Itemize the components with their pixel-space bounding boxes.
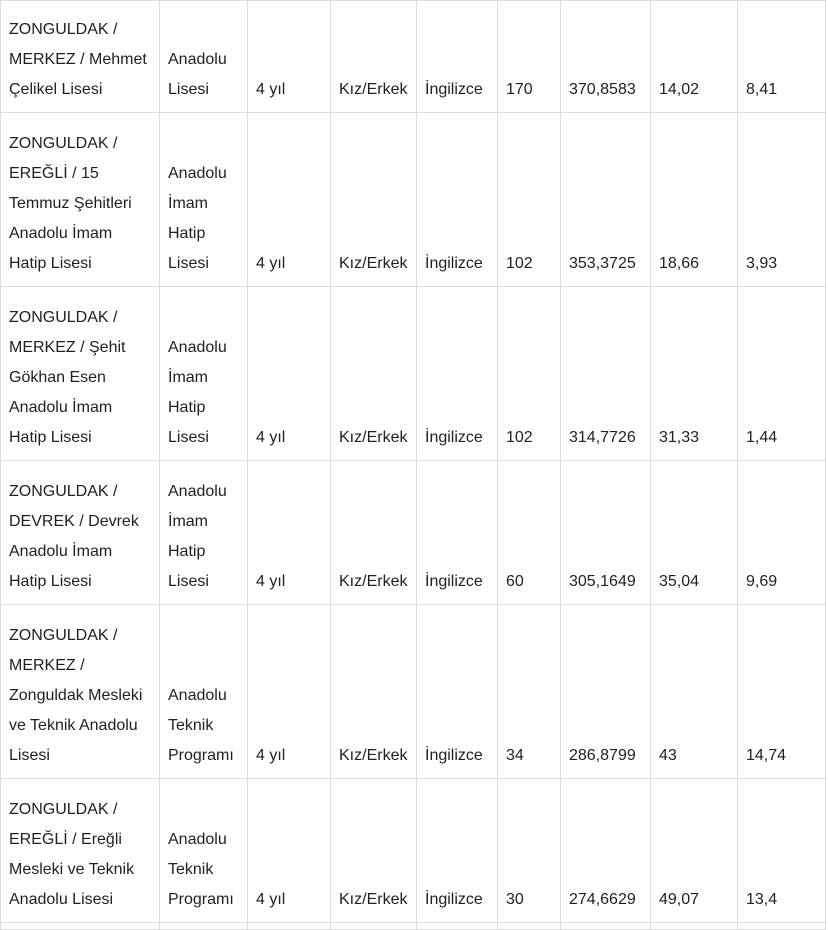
score-cell: 286,8799 <box>561 605 651 779</box>
percentile-cell: 14,02 <box>651 1 738 113</box>
score-cell: 305,1649 <box>561 461 651 605</box>
type-cell: Anadolu İmam Hatip Lisesi <box>160 113 248 287</box>
table-row <box>1 779 826 923</box>
score-cell: 370,8583 <box>561 1 651 113</box>
school-cell: ZONGULDAK / DEVREK / Devrek Anadolu İmam Hatip Lisesi <box>1 461 160 605</box>
type-cell: Anadolu Lisesi <box>160 1 248 113</box>
rate-cell: 3,93 <box>738 113 826 287</box>
duration-cell: 4 yıl <box>248 287 331 461</box>
language-cell: İngilizce <box>417 779 498 923</box>
rate-cell: 13,4 <box>738 779 826 923</box>
percentile-cell: 35,04 <box>651 461 738 605</box>
table-row <box>1 113 826 287</box>
table-row <box>1 1 826 113</box>
table-row <box>1 461 826 605</box>
quota-cell: 30 <box>498 779 561 923</box>
duration-cell: 4 yıl <box>248 461 331 605</box>
type-cell: Anadolu İmam Hatip Lisesi <box>160 461 248 605</box>
table-row <box>1 605 826 779</box>
score-cell: 353,3725 <box>561 113 651 287</box>
quota-cell: 170 <box>498 1 561 113</box>
quota-cell: 102 <box>498 287 561 461</box>
school-cell: ZONGULDAK / EREĞLİ / Ereğli Mesleki ve Teknik Anadolu Lisesi <box>1 779 160 923</box>
gender-cell: Kız/Erkek <box>331 1 417 113</box>
rate-cell: 8,41 <box>738 1 826 113</box>
percentile-cell: 43 <box>651 605 738 779</box>
quota-cell: 60 <box>498 461 561 605</box>
duration-cell: 4 yıl <box>248 1 331 113</box>
score-cell: 314,7726 <box>561 287 651 461</box>
rate-cell: 9,69 <box>738 461 826 605</box>
rate-cell: 1,44 <box>738 287 826 461</box>
school-cell: ZONGULDAK / MERKEZ / Zonguldak Mesleki ve Teknik Anadolu Lisesi <box>1 605 160 779</box>
gender-cell: Kız/Erkek <box>331 605 417 779</box>
duration-cell: 4 yıl <box>248 605 331 779</box>
gender-cell: Kız/Erkek <box>331 113 417 287</box>
gender-cell: Kız/Erkek <box>331 287 417 461</box>
quota-cell: 34 <box>498 605 561 779</box>
percentile-cell: 49,07 <box>651 779 738 923</box>
language-cell: İngilizce <box>417 461 498 605</box>
score-cell: 274,6629 <box>561 779 651 923</box>
percentile-cell: 31,33 <box>651 287 738 461</box>
language-cell: İngilizce <box>417 113 498 287</box>
table-row-partial <box>1 923 826 930</box>
gender-cell: Kız/Erkek <box>331 461 417 605</box>
school-cell: ZONGULDAK / EREĞLİ / 15 Temmuz Şehitleri Anadolu İmam Hatip Lisesi <box>1 113 160 287</box>
type-cell: Anadolu Teknik Programı <box>160 605 248 779</box>
duration-cell: 4 yıl <box>248 779 331 923</box>
gender-cell: Kız/Erkek <box>331 779 417 923</box>
table-row <box>1 287 826 461</box>
duration-cell: 4 yıl <box>248 113 331 287</box>
language-cell: İngilizce <box>417 1 498 113</box>
language-cell: İngilizce <box>417 287 498 461</box>
rate-cell: 14,74 <box>738 605 826 779</box>
school-cell: ZONGULDAK / MERKEZ / Şehit Gökhan Esen Anadolu İmam Hatip Lisesi <box>1 287 160 461</box>
type-cell: Anadolu Teknik Programı <box>160 779 248 923</box>
school-cell: ZONGULDAK / MERKEZ / Mehmet Çelikel Lisesi <box>1 1 160 113</box>
percentile-cell: 18,66 <box>651 113 738 287</box>
type-cell: Anadolu İmam Hatip Lisesi <box>160 287 248 461</box>
quota-cell: 102 <box>498 113 561 287</box>
language-cell: İngilizce <box>417 605 498 779</box>
